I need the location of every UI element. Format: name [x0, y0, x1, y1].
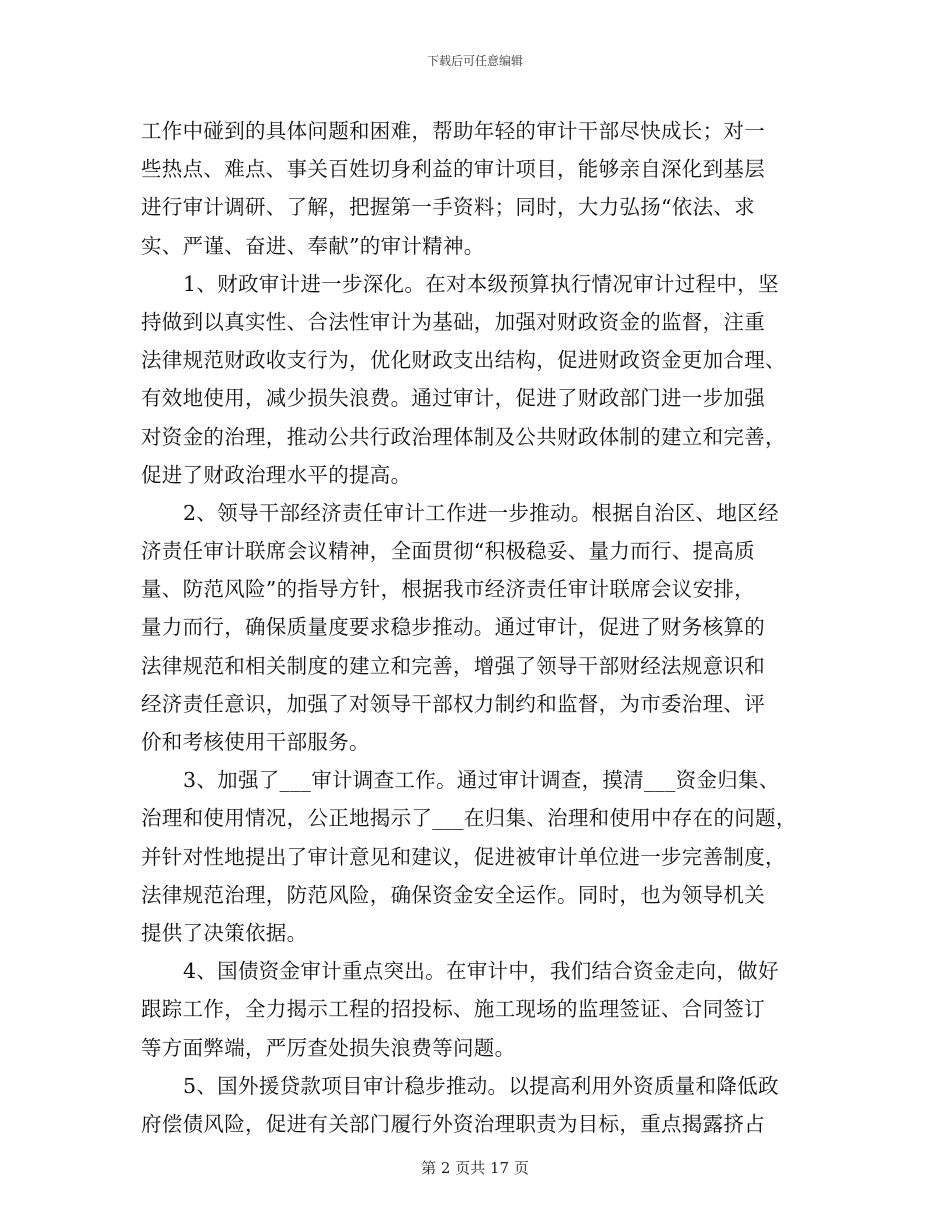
text-line: 跟踪工作，全力揭示工程的招投标、施工现场的监理签证、合同签订 [141, 997, 765, 1022]
text-line: 等方面弊端，严厉查处损失浪费等问题。 [141, 1035, 516, 1060]
document-body [141, 112, 811, 1143]
text-line: 经济责任意识，加强了对领导干部权力制约和监督，为市委治理、评 [141, 691, 765, 716]
text-line: 5、国外援贷款项目审计稳步推动。以提高利用外资质量和降低政 [183, 1073, 779, 1098]
text-line: 法律规范财政收支行为，优化财政支出结构，促进财政资金更加合理、 [141, 348, 786, 373]
page-footer: 第 2 页共 17 页 [421, 1159, 529, 1177]
text-line: 促进了财政治理水平的提高。 [141, 462, 412, 487]
text-line: 4、国债资金审计重点突出。在审计中，我们结合资金走向，做好 [183, 959, 779, 984]
text-line: 并针对性地提出了审计意见和建议，促进被审计单位进一步完善制度， [141, 844, 786, 869]
text-line: 济责任审计联席会议精神，全面贯彻“积极稳妥、量力而行、提高质 [141, 539, 755, 564]
text-line: 量、防范风险”的指导方针，根据我市经济责任审计联席会议安排， [141, 577, 755, 602]
text-line: 3、加强了___审计调查工作。通过审计调查，摸清___资金归集、 [183, 768, 780, 793]
text-line: 法律规范和相关制度的建立和完善，增强了领导干部财经法规意识和 [141, 653, 765, 678]
text-line: 2、领导干部经济责任审计工作进一步推动。根据自治区、地区经 [183, 500, 779, 525]
text-line: 量力而行，确保质量度要求稳步推动。通过审计，促进了财务核算的 [141, 615, 765, 640]
text-line: 些热点、难点、事关百姓切身利益的审计项目，能够亲自深化到基层 [141, 157, 765, 182]
text-line: 价和考核使用干部服务。 [141, 730, 370, 754]
text-line: 治理和使用情况，公正地揭示了___在归集、治理和使用中存在的问题， [141, 806, 797, 831]
text-line: 法律规范治理，防范风险，确保资金安全运作。同时，也为领导机关 [141, 882, 765, 907]
text-line: 实、严谨、奋进、奉献”的审计精神。 [141, 233, 485, 258]
text-line: 持做到以真实性、合法性审计为基础，加强对财政资金的监督，注重 [141, 309, 765, 334]
text-line: 府偿债风险，促进有关部门履行外资治理职责为目标，重点揭露挤占 [141, 1111, 765, 1136]
text-line: 进行审计调研、了解，把握第一手资料；同时，大力弘扬“依法、求 [141, 195, 755, 220]
page-header: 下载后可任意编辑 [426, 54, 523, 68]
text-line: 提供了决策依据。 [141, 920, 308, 945]
text-line: 1、财政审计进一步深化。在对本级预算执行情况审计过程中，坚 [183, 271, 779, 296]
text-line: 有效地使用，减少损失浪费。通过审计，促进了财政部门进一步加强 [141, 386, 765, 411]
text-line: 对资金的治理，推动公共行政治理体制及公共财政体制的建立和完善， [141, 424, 786, 449]
text-line: 工作中碰到的具体问题和困难，帮助年轻的审计干部尽快成长；对一 [141, 119, 765, 143]
